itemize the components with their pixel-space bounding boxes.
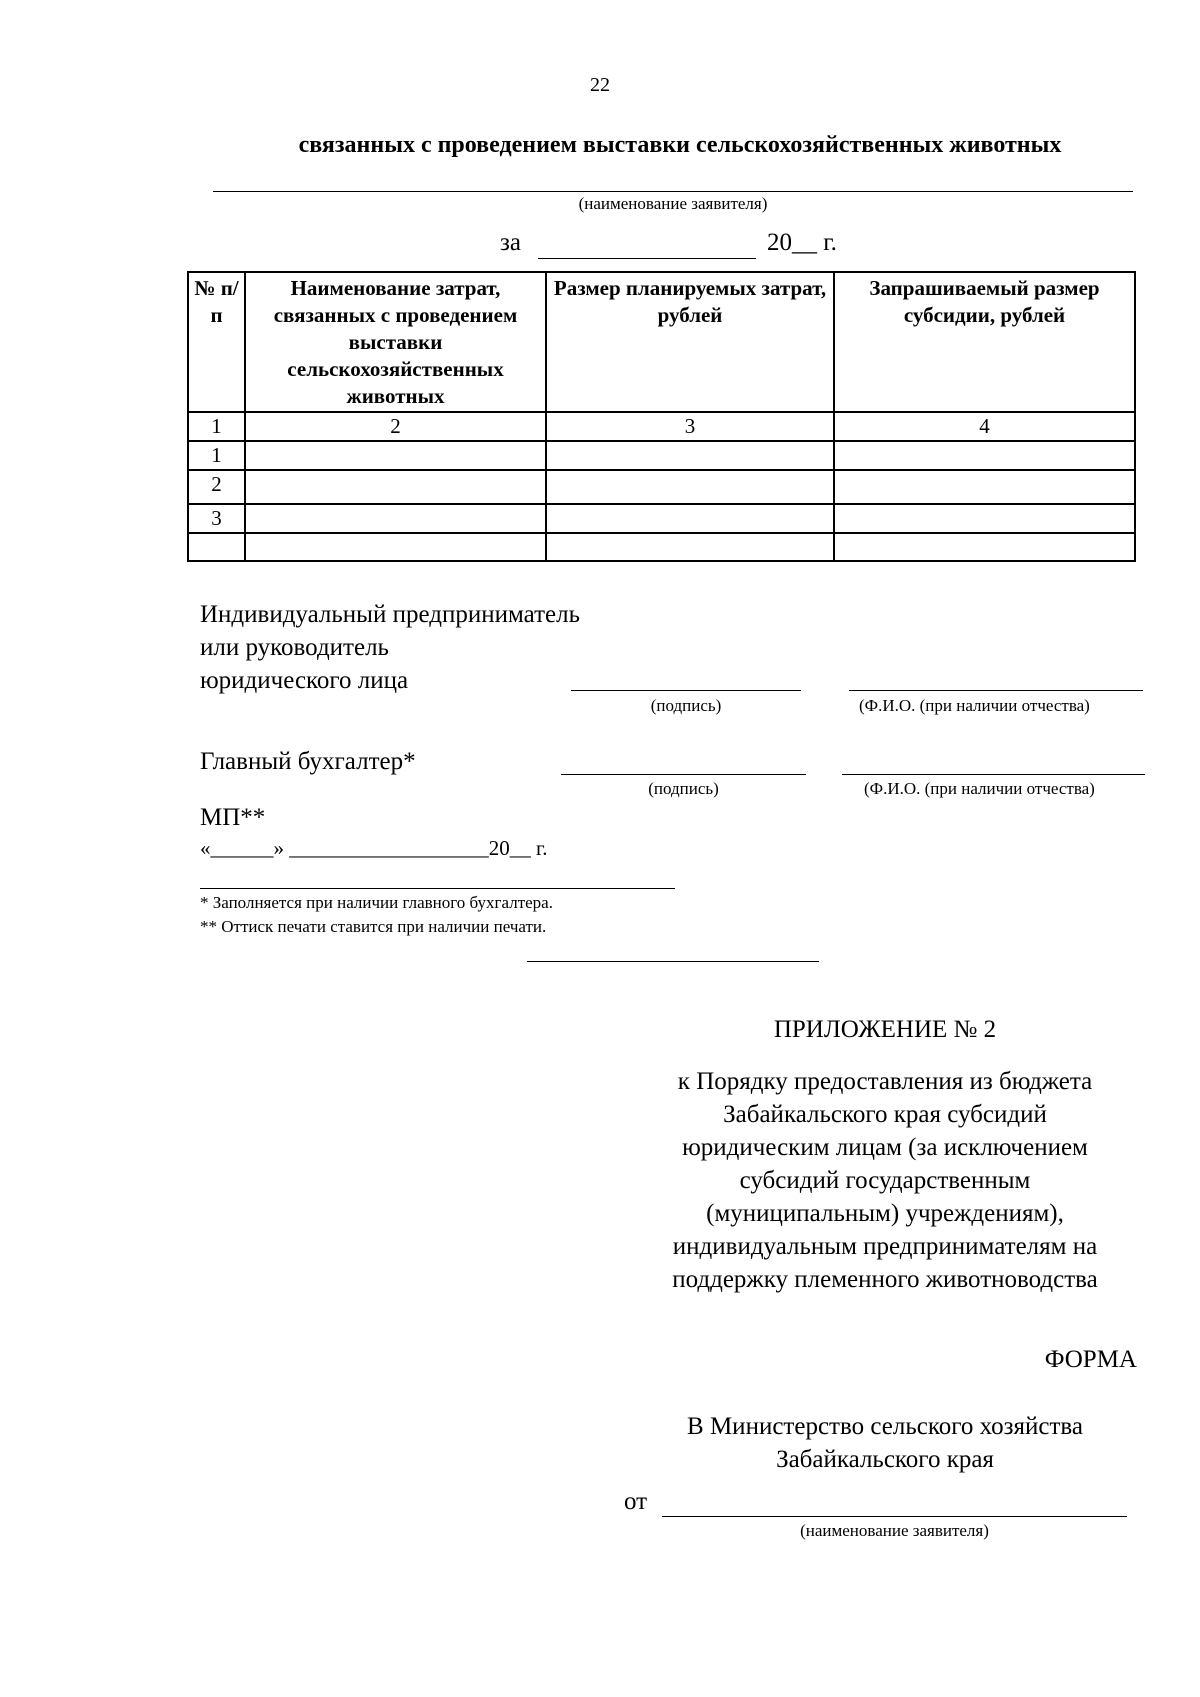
date-line: «______» ___________________20__ г. (200, 836, 548, 860)
table-cell[interactable] (834, 504, 1135, 533)
footnotes (200, 891, 553, 939)
from-label: от (624, 1488, 648, 1515)
appendix-title: ПРИЛОЖЕНИЕ № 2 (773, 1016, 997, 1043)
appendix-line: поддержку племенного животноводства (672, 1266, 1098, 1293)
table-cell[interactable] (245, 533, 546, 561)
table-row (188, 533, 1135, 561)
table-cell: 1 (188, 441, 245, 470)
appendix-line: субсидий государственным (739, 1167, 1031, 1194)
applicant-line (213, 191, 1133, 192)
signature-line[interactable] (571, 690, 801, 691)
header-cost-name: Наименование затрат, связанных с проведением выставки сельскохозяйственных животных (245, 272, 546, 412)
footnote: ** Оттиск печати ставится при наличии печати. (200, 917, 547, 936)
document-heading: связанных с проведением выставки сельскохозяйственных животных (298, 132, 1062, 158)
period-line (538, 258, 756, 259)
table-row (188, 504, 1135, 533)
accountant-fio-caption: (Ф.И.О. (при наличии отчества) (864, 779, 1095, 798)
accountant-signature-caption: (подпись) (648, 779, 719, 798)
costs-table (187, 271, 1136, 562)
appendix-line: юридическим лицам (за исключением (682, 1134, 1088, 1161)
page-number: 22 (590, 74, 610, 96)
footnote: * Заполняется при наличии главного бухгалтера. (200, 893, 553, 912)
appendix-line: индивидуальным предпринимателям на (672, 1233, 1098, 1260)
table-cell[interactable] (834, 533, 1135, 561)
table-row (188, 470, 1135, 504)
table-cell[interactable] (546, 533, 834, 561)
table-cell: 2 (188, 470, 245, 504)
section-divider (527, 961, 819, 962)
ministry-address (600, 1410, 1170, 1476)
ministry-line: Забайкальского края (776, 1446, 994, 1473)
table-cell[interactable] (546, 504, 834, 533)
table-cell (188, 533, 245, 561)
header-requested-subsidy: Запрашиваемый размер субсидии, рублей (834, 272, 1135, 412)
chief-accountant-label: Главный бухгалтер* (200, 748, 416, 775)
appendix-description (600, 1065, 1170, 1296)
accountant-signature-line[interactable] (561, 774, 806, 775)
table-cell: 1 (188, 412, 245, 441)
fio-caption: (Ф.И.О. (при наличии отчества) (859, 696, 1090, 715)
period-year: 20__ г. (767, 229, 837, 256)
accountant-fio-line[interactable] (842, 774, 1145, 775)
ip-line: Индивидуальный предприниматель (200, 601, 580, 628)
table-cell: 3 (188, 504, 245, 533)
stamp-label: МП** (200, 804, 266, 831)
table-cell[interactable] (546, 441, 834, 470)
applicant-from-line[interactable] (662, 1516, 1127, 1517)
ip-line: юридического лица (200, 667, 409, 694)
table-header-row (188, 272, 1135, 412)
period-prefix: за (500, 229, 521, 256)
applicant-from-caption: (наименование заявителя) (800, 1521, 989, 1540)
ip-line: или руководитель (200, 634, 389, 661)
table-cell[interactable] (245, 441, 546, 470)
fio-line[interactable] (849, 690, 1143, 691)
form-label: ФОРМА (1044, 1346, 1137, 1373)
table-cell[interactable] (834, 470, 1135, 504)
table-cell[interactable] (546, 470, 834, 504)
header-planned-cost: Размер планируемых затрат, рублей (546, 272, 834, 412)
table-cell: 4 (834, 412, 1135, 441)
table-cell[interactable] (245, 470, 546, 504)
header-number: № п/п (188, 272, 245, 412)
table-cell[interactable] (834, 441, 1135, 470)
applicant-caption: (наименование заявителя) (578, 194, 768, 213)
footnote-separator (200, 888, 675, 889)
table-index-row (188, 412, 1135, 441)
table-cell: 3 (546, 412, 834, 441)
table-cell: 2 (245, 412, 546, 441)
ministry-line: В Министерство сельского хозяйства (687, 1413, 1083, 1440)
signature-caption: (подпись) (650, 696, 722, 715)
appendix-line: к Порядку предоставления из бюджета (677, 1068, 1093, 1095)
table-cell[interactable] (245, 504, 546, 533)
appendix-line: Забайкальского края субсидий (723, 1101, 1047, 1128)
appendix-line: (муниципальным) учреждениям), (706, 1200, 1064, 1227)
ip-signatory-label (200, 598, 580, 697)
table-row (188, 441, 1135, 470)
